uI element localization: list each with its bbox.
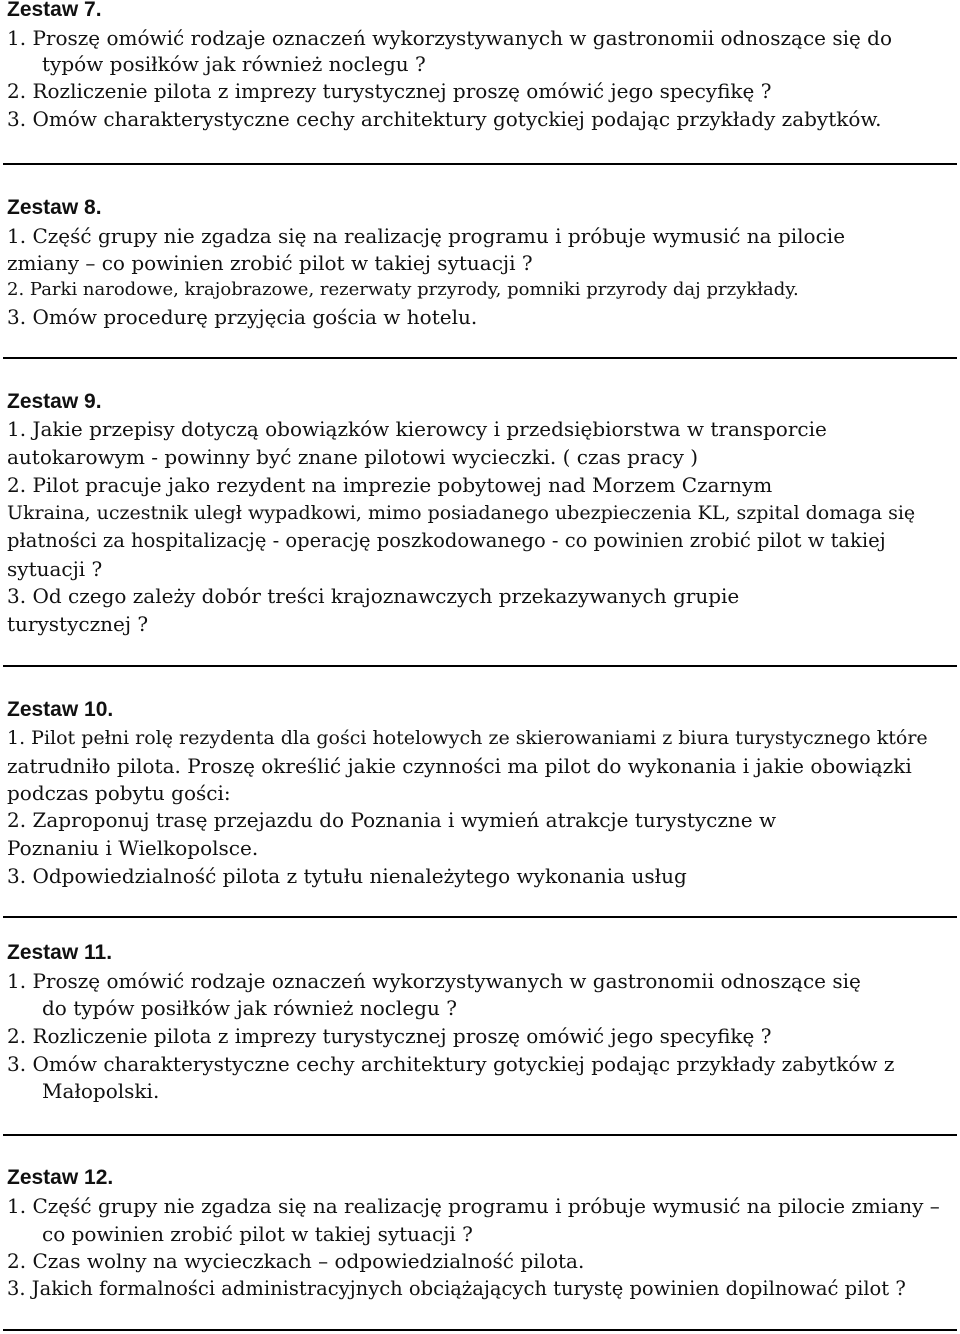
question-line: 3. Omów procedurę przyjęcia gościa w hotelu. (7, 305, 478, 329)
question-line: co powinien zrobić pilot w takiej sytuacji ? (42, 1222, 473, 1246)
section-divider (3, 357, 957, 359)
question-line: 1. Część grupy nie zgadza się na realizację programu i próbuje wymusić na pilocie (7, 224, 846, 248)
question-line: sytuacji ? (7, 557, 103, 581)
section-title: Zestaw 7. (7, 0, 102, 21)
question-line: 1. Proszę omówić rodzaje oznaczeń wykorzystywanych w gastronomii odnoszące się (7, 969, 861, 993)
question-line: Ukraina, uczestnik uległ wypadkowi, mimo posiadanego ubezpieczenia KL, szpital domaga się (7, 502, 916, 524)
question-line: 1. Proszę omówić rodzaje oznaczeń wykorzystywanych w gastronomii odnoszące się do (7, 26, 893, 50)
question-line: autokarowym - powinny być znane pilotowi wycieczki. ( czas pracy ) (7, 445, 699, 469)
question-line: 2. Rozliczenie pilota z imprezy turystycznej proszę omówić jego specyfikę ? (7, 79, 772, 103)
section-divider (3, 163, 957, 165)
question-line: zatrudniło pilota. Proszę określić jakie czynności ma pilot do wykonania i jakie obowiązki (7, 754, 912, 778)
question-line: 1. Jakie przepisy dotyczą obowiązków kierowcy i przedsiębiorstwa w transporcie (7, 417, 827, 441)
section-title: Zestaw 10. (7, 698, 114, 721)
question-line: płatności za hospitalizację - operację poszkodowanego - co powinien zrobić pilot w takiej (7, 529, 886, 552)
question-line: typów posiłków jak również noclegu ? (42, 52, 426, 76)
question-line: zmiany – co powinien zrobić pilot w takiej sytuacji ? (7, 251, 533, 275)
section-title: Zestaw 8. (7, 196, 102, 219)
question-line: 2. Parki narodowe, krajobrazowe, rezerwaty przyrody, pomniki przyrody daj przykłady. (7, 279, 799, 300)
question-line: 3. Odpowiedzialność pilota z tytułu nienależytego wykonania usług (7, 864, 687, 888)
section-title: Zestaw 9. (7, 390, 102, 413)
question-line: turystycznej ? (7, 612, 149, 636)
question-line: 3. Jakich formalności administracyjnych obciążających turystę powinien dopilnować pilot ? (7, 1277, 906, 1300)
question-line: Poznaniu i Wielkopolsce. (7, 836, 259, 860)
section-divider (3, 665, 957, 667)
question-line: 3. Omów charakterystyczne cechy architektury gotyckiej podając przykłady zabytków. (7, 107, 882, 131)
question-line: 1. Część grupy nie zgadza się na realizację programu i próbuje wymusić na pilocie zmiany – (7, 1194, 940, 1218)
question-line: do typów posiłków jak również noclegu ? (42, 996, 457, 1020)
question-line: 2. Zaproponuj trasę przejazdu do Poznania i wymień atrakcje turystyczne w (7, 808, 777, 832)
section-divider (3, 1329, 957, 1331)
section-divider (3, 1134, 957, 1136)
question-line: 3. Od czego zależy dobór treści krajoznawczych przekazywanych grupie (7, 584, 740, 608)
section-divider (3, 916, 957, 918)
question-line: podczas pobytu gości: (7, 781, 231, 805)
question-line: 2. Pilot pracuje jako rezydent na imprezie pobytowej nad Morzem Czarnym (7, 473, 773, 497)
question-line: 2. Czas wolny na wycieczkach – odpowiedzialność pilota. (7, 1249, 585, 1273)
question-line: 2. Rozliczenie pilota z imprezy turystycznej proszę omówić jego specyfikę ? (7, 1024, 772, 1048)
question-line: Małopolski. (42, 1079, 160, 1103)
question-line: 1. Pilot pełni rolę rezydenta dla gości hotelowych ze skierowaniami z biura turystycznego które (7, 727, 928, 749)
section-title: Zestaw 11. (7, 941, 113, 964)
question-line: 3. Omów charakterystyczne cechy architektury gotyckiej podając przykłady zabytków z (7, 1052, 895, 1076)
section-title: Zestaw 12. (7, 1166, 114, 1189)
